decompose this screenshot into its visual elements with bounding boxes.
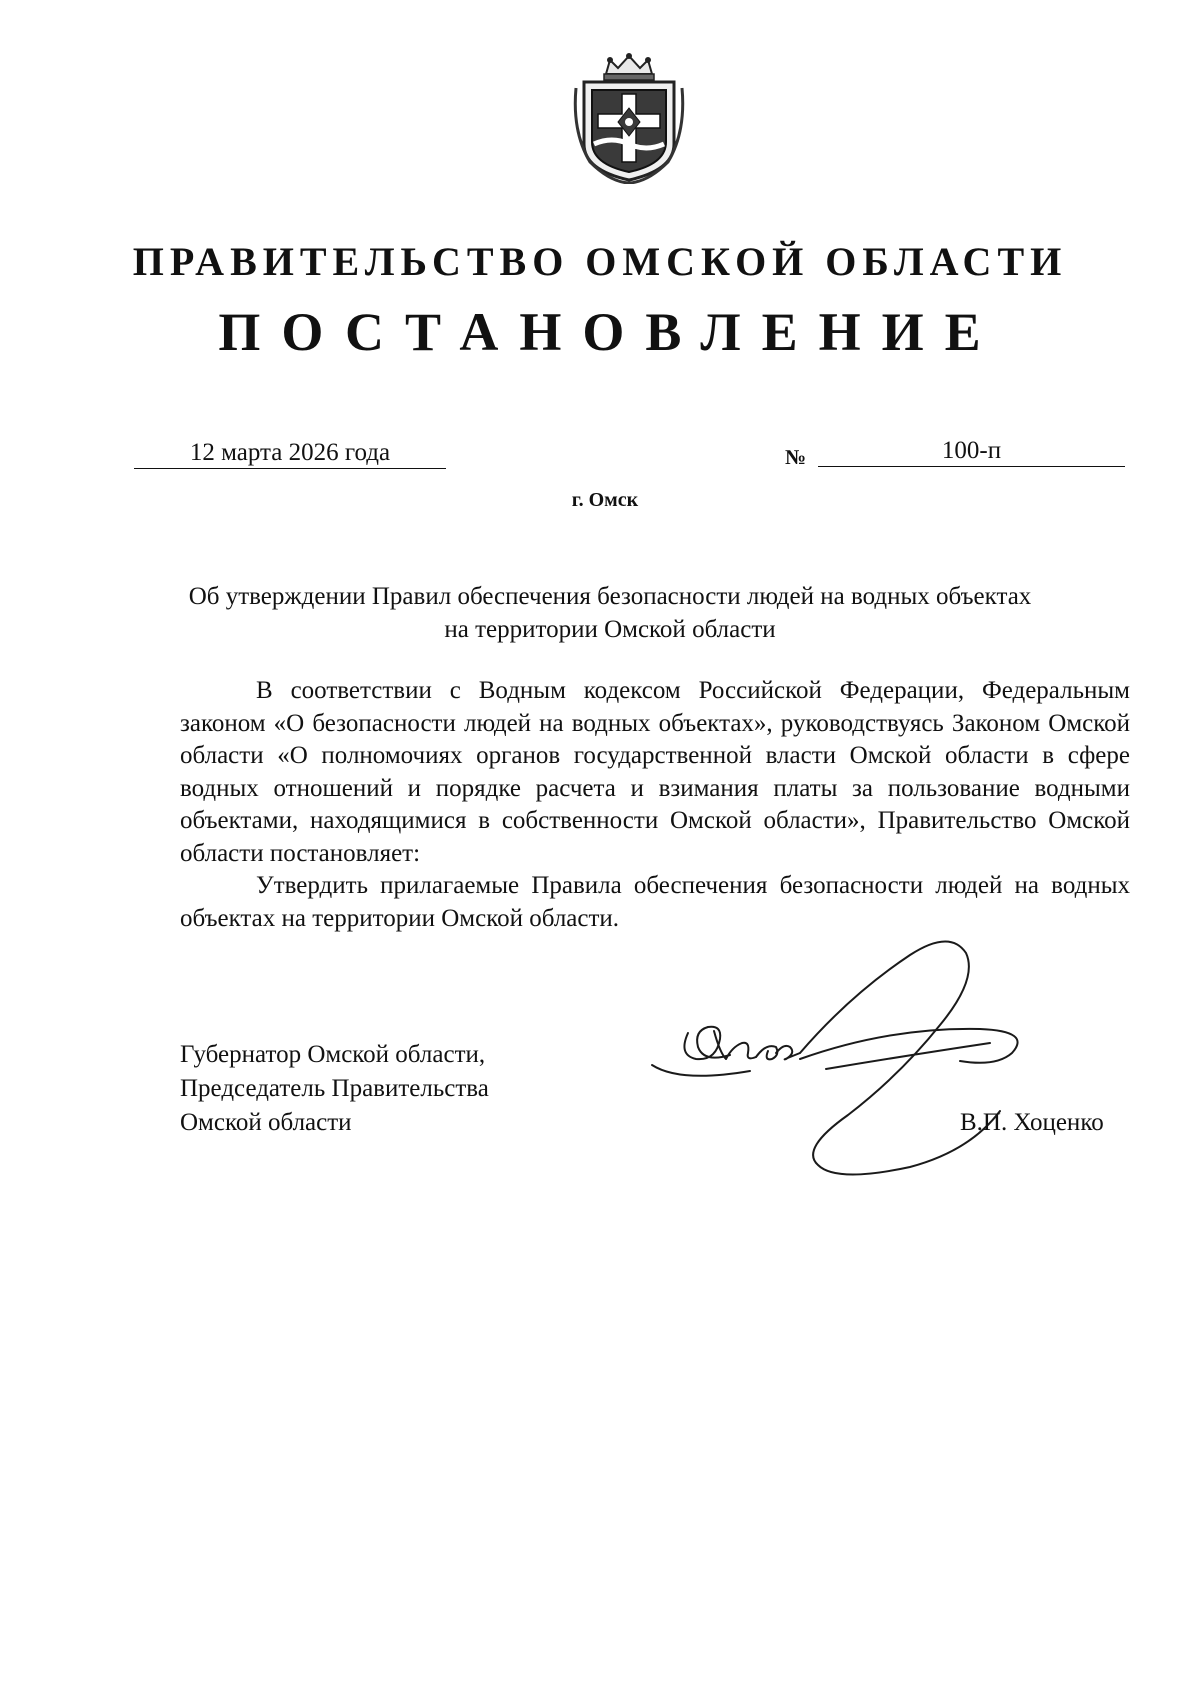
signatory-title-line: Омской области [180,1109,352,1136]
body-paragraph-1: В соответствии с Водным кодексом Российской Федерации, Федеральным законом «О безопасности людей на водных объектах», руководствуясь Законом Омской области «О полномочиях органов государственной власти Омской области в сфере водных отношений и порядке расчета и взимания платы за пользование водными объектами, находящимися в собственности Омской области», Правительство Омской области постановляет: [180,677,1130,867]
number-sign: № [785,445,807,469]
coat-of-arms-icon [570,52,688,184]
signatory-title-line: Губернатор Омской области, [180,1041,486,1068]
document-body [180,675,1130,935]
signatory-title-line: Председатель Правительства [180,1075,489,1102]
organization-title: ПРАВИТЕЛЬСТВО ОМСКОЙ ОБЛАСТИ [132,239,1068,284]
document-subject: Об утверждении Правил обеспечения безопасности людей на водных объектах на территории Омской области [188,583,1032,643]
signatory-title [180,1038,489,1140]
document-date: 12 марта 2026 года [134,438,446,469]
document-number: 100-п [818,436,1125,467]
city-label: г. Омск [571,489,639,511]
document-type-heading: ПОСТАНОВЛЕНИЕ [218,302,1002,362]
body-paragraph-2: Утвердить прилагаемые Правила обеспечения безопасности людей на водных объектах на территории Омской области. [180,872,1130,932]
handwritten-signature [650,935,1070,1195]
signatory-name: В.П. Хоценко [960,1109,1104,1136]
